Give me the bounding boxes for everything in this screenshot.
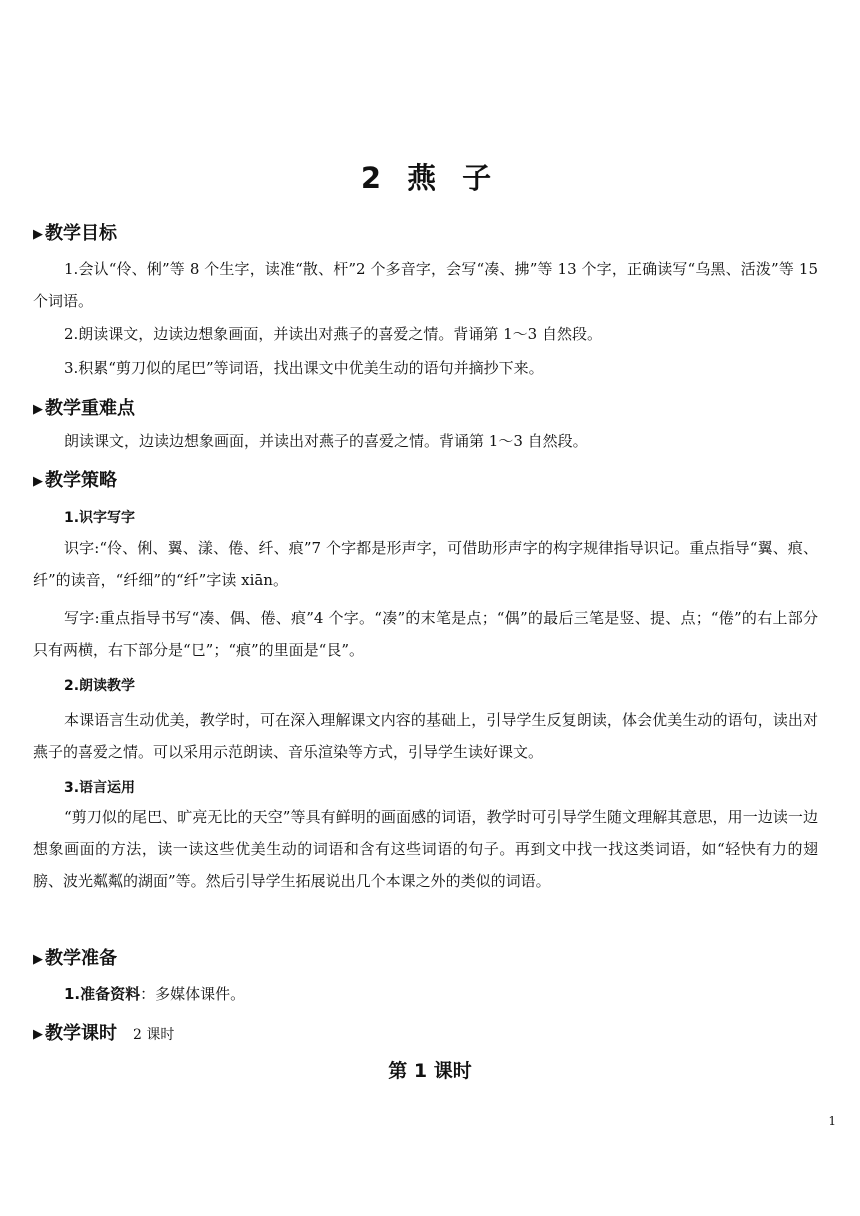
strategy-literacy-recognition: 识字:“伶、俐、翼、漾、倦、纤、痕”7 个字都是形声字，可借助形声字的构字规律指导识记。重点指导“翼、痕、纤”的读音，“纤细”的“纤”字读 xiān。 [33, 539, 818, 589]
section-hours-heading: ▶ 教学课时 2 课时 [33, 1023, 175, 1044]
hours-value: 2 课时 [133, 1027, 175, 1043]
section-key-points-heading: ▶ 教学重难点 [33, 398, 135, 419]
page-title: 2 燕 子 [360, 161, 500, 195]
triangle-bullet-icon: ▶ [33, 1027, 43, 1042]
strategy-subheading-literacy: 1.识字写字 [64, 510, 136, 526]
objective-item-3: 3.积累“剪刀似的尾巴”等词语，找出课文中优美生动的语句并摘抄下来。 [64, 359, 544, 377]
strategy-subheading-reading: 2.朗读教学 [64, 678, 136, 694]
section-preparation-heading: ▶ 教学准备 [33, 948, 117, 969]
objective-item-2: 2.朗读课文，边读边想象画面，并读出对燕子的喜爱之情。背诵第 1～3 自然段。 [64, 325, 602, 343]
page-number: 1 [828, 1114, 836, 1128]
preparation-item [33, 978, 818, 1010]
triangle-bullet-icon: ▶ [33, 474, 43, 489]
triangle-bullet-icon: ▶ [33, 227, 43, 242]
triangle-bullet-icon: ▶ [33, 402, 43, 417]
preparation-label: 1.准备资料 [64, 985, 141, 1003]
objective-item-1: 1.会认“伶、俐”等 8 个生字，读准“散、杆”2 个多音字，会写“凑、拂”等 13 个字，正确读写“乌黑、活泼”等 15 个词语。 [33, 260, 818, 310]
strategy-literacy-writing: 写字:重点指导书写“凑、偶、倦、痕”4 个字。“凑”的末笔是点；“偶”的最后三笔是竖、提、点；“倦”的右上部分只有两横，右下部分是“㔾”；“痕”的里面是“艮”。 [33, 609, 818, 659]
section-strategies-heading: ▶ 教学策略 [33, 470, 117, 491]
triangle-bullet-icon: ▶ [33, 952, 43, 967]
key-points-text: 朗读课文，边读边想象画面，并读出对燕子的喜爱之情。背诵第 1～3 自然段。 [64, 432, 588, 450]
lesson-heading: 第 1 课时 [388, 1060, 472, 1082]
preparation-text: ：多媒体课件。 [140, 985, 246, 1003]
strategy-reading-text: 本课语言生动优美，教学时，可在深入理解课文内容的基础上，引导学生反复朗读，体会优美生动的语句，读出对燕子的喜爱之情。可以采用示范朗读、音乐渲染等方式，引导学生读好课文。 [33, 711, 818, 761]
strategy-language-text: “剪刀似的尾巴、旷亮无比的天空”等具有鲜明的画面感的词语，教学时可引导学生随文理解其意思，用一边读一边想象画面的方法，读一读这些优美生动的词语和含有这些词语的句子。再到文中找一找这类词语，如“轻快有力的翅膀、波光粼粼的湖面”等。然后引导学生拓展说出几个本课之外的类似的词语。 [33, 808, 818, 890]
section-objectives-heading: ▶ 教学目标 [33, 223, 117, 244]
strategy-subheading-language: 3.语言运用 [64, 780, 136, 796]
